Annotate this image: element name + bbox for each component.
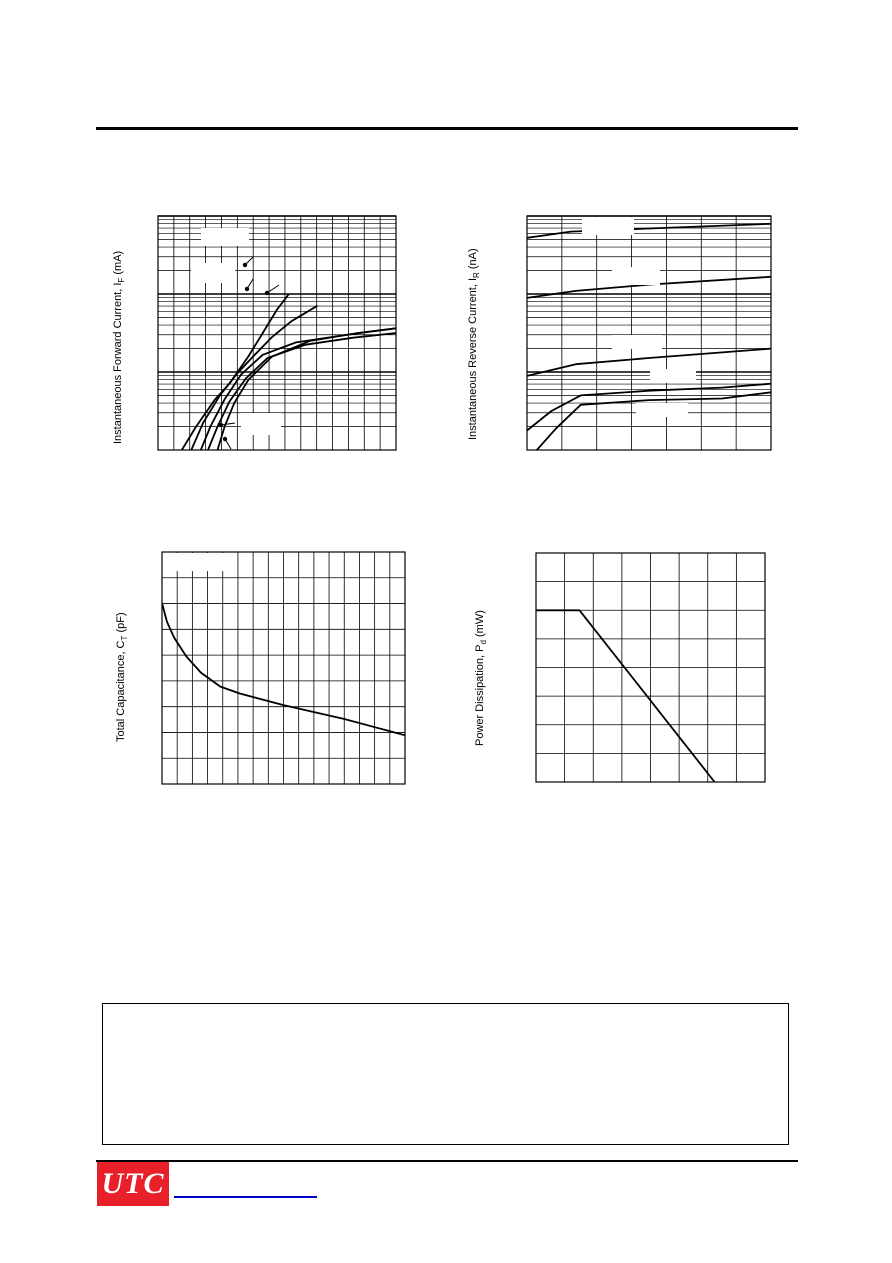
annotation-arrow-head: [219, 423, 223, 427]
annotation-arrow-head: [245, 287, 249, 291]
curve-label-area-2: [191, 263, 235, 283]
curve-label-area-3: [612, 335, 662, 349]
capacitance-chart: [159, 549, 409, 787]
curve-label-area-4: [650, 369, 696, 383]
capacitance-ylabel: Total Capacitance, $C_T$ (pF): [115, 612, 130, 742]
website-link-underline[interactable]: [174, 1196, 317, 1198]
reverse-current-ylabel: Instantaneous Reverse Current, $I_R$ (nA): [467, 248, 482, 440]
annotation-arrow-head: [265, 291, 269, 295]
curve-label-area-1: [582, 217, 634, 235]
series-line-4: [208, 333, 396, 450]
curve-label-area-1: [201, 228, 249, 246]
condition-label-area: [171, 553, 231, 571]
power-dissipation-ylabel: Power Dissipation, $P_d$ (mW): [474, 610, 489, 746]
curve-label-area-3: [241, 413, 281, 435]
notice-box: [102, 1003, 789, 1145]
utc-logo: UTC: [97, 1162, 169, 1206]
power-dissipation-chart: [533, 550, 768, 785]
footer-rule: [96, 1160, 798, 1162]
reverse-current-chart: [524, 213, 774, 453]
forward-current-chart: [155, 213, 400, 453]
series-line-1: [527, 224, 771, 238]
curve-label-area-5: [636, 403, 688, 417]
annotation-arrow-head: [223, 437, 227, 441]
annotation-arrow-head: [243, 263, 247, 267]
header-rule: [96, 127, 798, 130]
curve-label-area-2: [612, 267, 660, 285]
forward-current-ylabel: Instantaneous Forward Current, $I_F$ (mA): [112, 250, 127, 444]
